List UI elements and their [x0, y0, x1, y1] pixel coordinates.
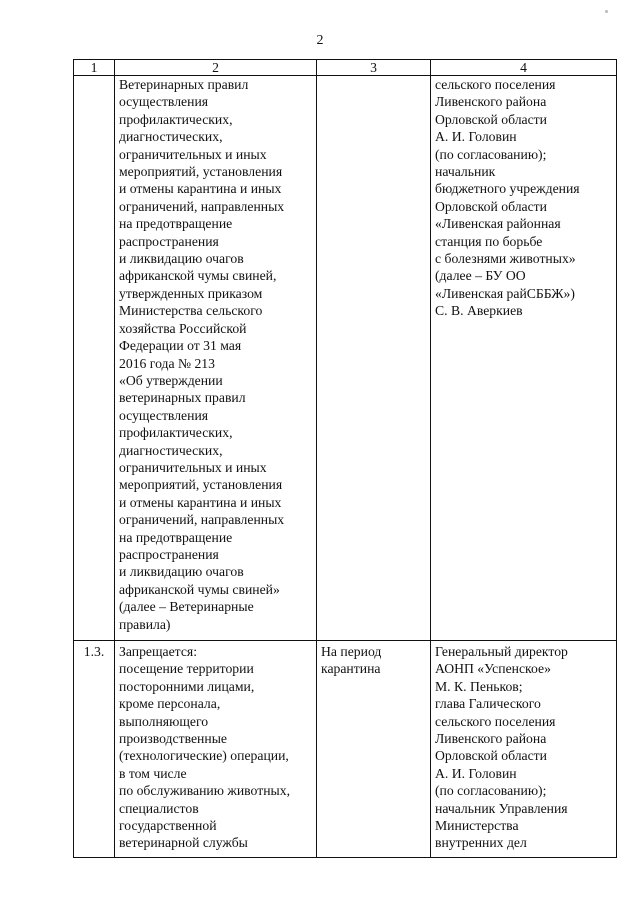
measure-cell: Ветеринарных правил осуществления профилактических, диагностических, ограничительных и иных мероприятий, установления и отмены карантина и иных ограничений, направленных на предотвращение распространения и ликвидацию очагов африканской чумы свиней, утвержденных приказом Министерства сельского хозяйства Российской Федерации от 31 мая 2016 года № 213 «Об утверждении ветеринарных правил осуществления профилактических, диагностических, ограничительных и иных мероприятий, установления и отмены карантина и иных ограничений, направленных на предотвращение распространения и ликвидацию очагов африканской чумы свиней» (далее – Ветеринарные правила) [115, 76, 317, 641]
responsible-cell: сельского поселения Ливенского района Орловской области А. И. Головин (по согласованию); начальник бюджетного учреждения Орловской области «Ливенская районная станция по борьбе с болезнями животных» (далее – БУ ОО «Ливенская райСББЖ») С. В. Аверкиев [431, 76, 617, 641]
table-row [74, 641, 617, 858]
measure-cell: Запрещается: посещение территории посторонними лицами, кроме персонала, выполняющего производственные (технологические) операции, в том числе по обслуживанию животных, специалистов государственной ветеринарной службы [115, 641, 317, 858]
row-number-cell: 1.3. [74, 641, 115, 858]
column-header-3: 3 [317, 60, 431, 76]
table-row [74, 76, 617, 641]
row-number-cell [74, 76, 115, 641]
period-cell [317, 76, 431, 641]
column-header-1: 1 [74, 60, 115, 76]
page-number: 2 [316, 33, 324, 48]
table-header-row [74, 60, 617, 76]
column-header-2: 2 [115, 60, 317, 76]
period-cell: На период карантина [317, 641, 431, 858]
responsible-cell: Генеральный директор АОНП «Успенское» М. К. Пеньков; глава Галического сельского поселения Ливенского района Орловской области А. И. Головин (по согласованию); начальник Управления Министерства внутренних дел [431, 641, 617, 858]
measures-table [73, 59, 617, 858]
column-header-4: 4 [431, 60, 617, 76]
scan-speck [605, 10, 608, 13]
